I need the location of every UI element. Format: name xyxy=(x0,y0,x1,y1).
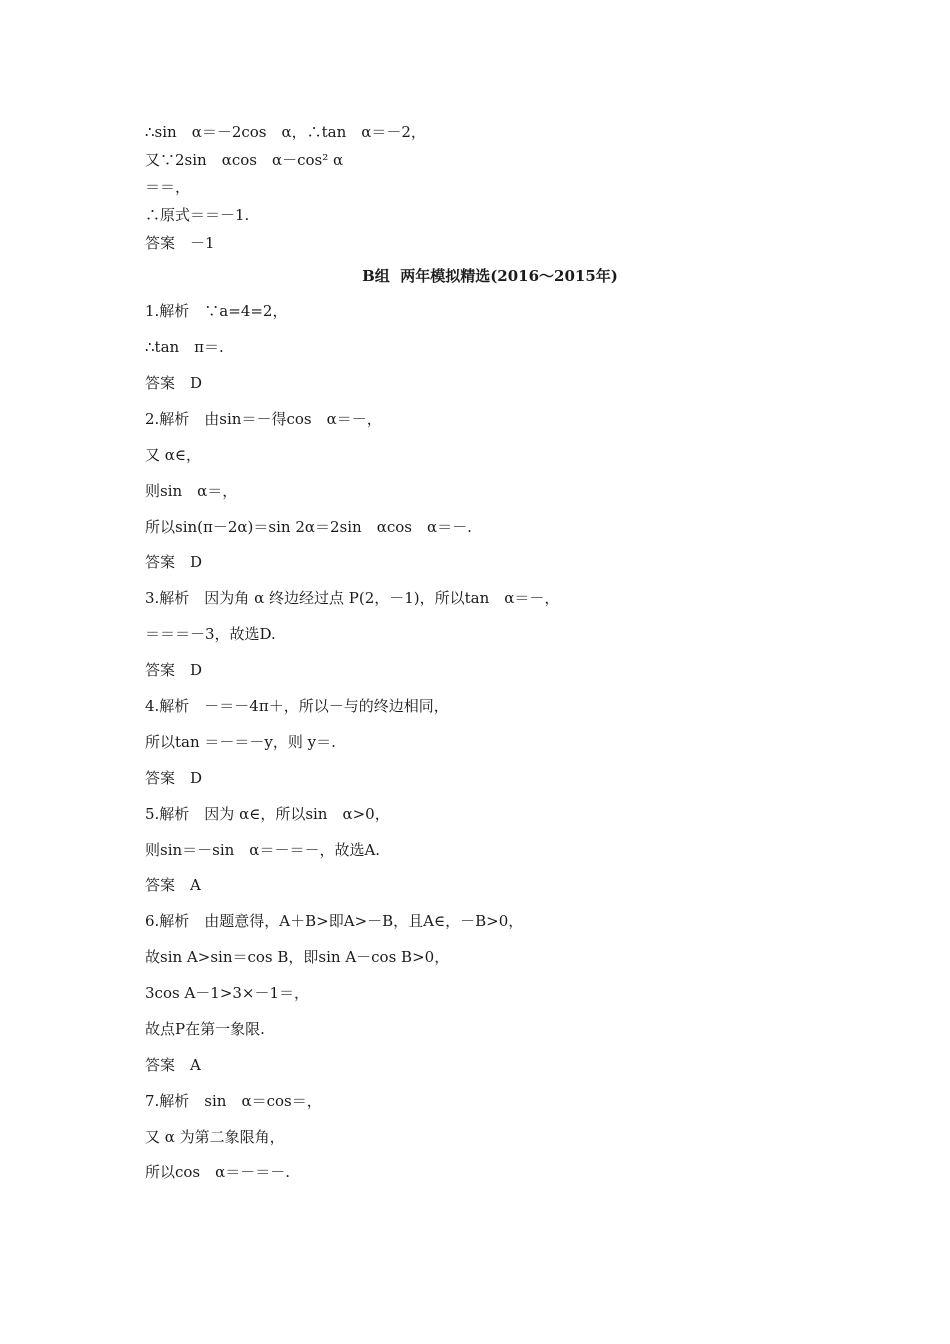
intro-line-3: ＝＝， xyxy=(145,178,191,196)
intro-line-1: ∴sin α＝－2cos α，∴tan α＝－2， xyxy=(145,123,426,141)
solution-6-answer: 答案 A xyxy=(145,1056,201,1074)
solution-2-answer: 答案 D xyxy=(145,553,203,571)
solution-1-answer: 答案 D xyxy=(145,374,203,392)
solution-7-line-3: 所以cos α＝－＝－. xyxy=(145,1163,291,1181)
solution-7-line-1: 7.解析 sin α＝cos＝， xyxy=(145,1092,322,1110)
solution-6-line-4: 故点P在第一象限. xyxy=(145,1020,265,1038)
solution-4-line-1: 4.解析 －＝－4π＋，所以－与的终边相同， xyxy=(145,697,449,715)
solution-4-answer: 答案 D xyxy=(145,769,203,787)
solution-3-line-1: 3.解析 因为角 α 终边经过点 P(2，－1)，所以tan α＝－， xyxy=(145,589,560,607)
solution-6-line-1: 6.解析 由题意得，A＋B>即A>－B，且A∈，－B>0， xyxy=(145,912,524,930)
solution-5-answer: 答案 A xyxy=(145,876,201,894)
solution-6-line-2: 故sin A>sin＝cos B，即sin A－cos B>0， xyxy=(145,948,450,966)
solution-2-line-2: 又 α∈， xyxy=(145,446,202,464)
solution-2-line-1: 2.解析 由sin＝－得cos α＝－， xyxy=(145,410,382,428)
solution-4-line-2: 所以tan ＝－＝－y，则 y＝. xyxy=(145,733,336,751)
solution-1-line-1: 1.解析 ∵a=4=2， xyxy=(145,302,288,320)
intro-answer: 答案 －1 xyxy=(145,234,215,252)
solution-5-line-2: 则sin＝－sin α＝－＝－，故选A. xyxy=(145,841,381,859)
intro-line-2: 又∵2sin αcos α－cos² α xyxy=(145,151,344,169)
solution-5-line-1: 5.解析 因为 α∈，所以sin α>0， xyxy=(145,805,390,823)
solution-6-line-3: 3cos A－1>3×－1＝， xyxy=(145,984,310,1002)
solution-1-line-2: ∴tan π＝. xyxy=(145,338,224,356)
solution-2-line-4: 所以sin(π－2α)＝sin 2α＝2sin αcos α＝－. xyxy=(145,518,472,536)
section-heading: B组 两年模拟精选(2016～2015年) xyxy=(362,267,618,285)
solution-3-line-2: ＝＝＝－3，故选D. xyxy=(145,625,276,643)
solution-2-line-3: 则sin α＝， xyxy=(145,482,238,500)
intro-line-4: ∴原式＝＝－1. xyxy=(145,206,250,224)
solution-3-answer: 答案 D xyxy=(145,661,203,679)
solution-7-line-2: 又 α 为第二象限角， xyxy=(145,1128,285,1146)
